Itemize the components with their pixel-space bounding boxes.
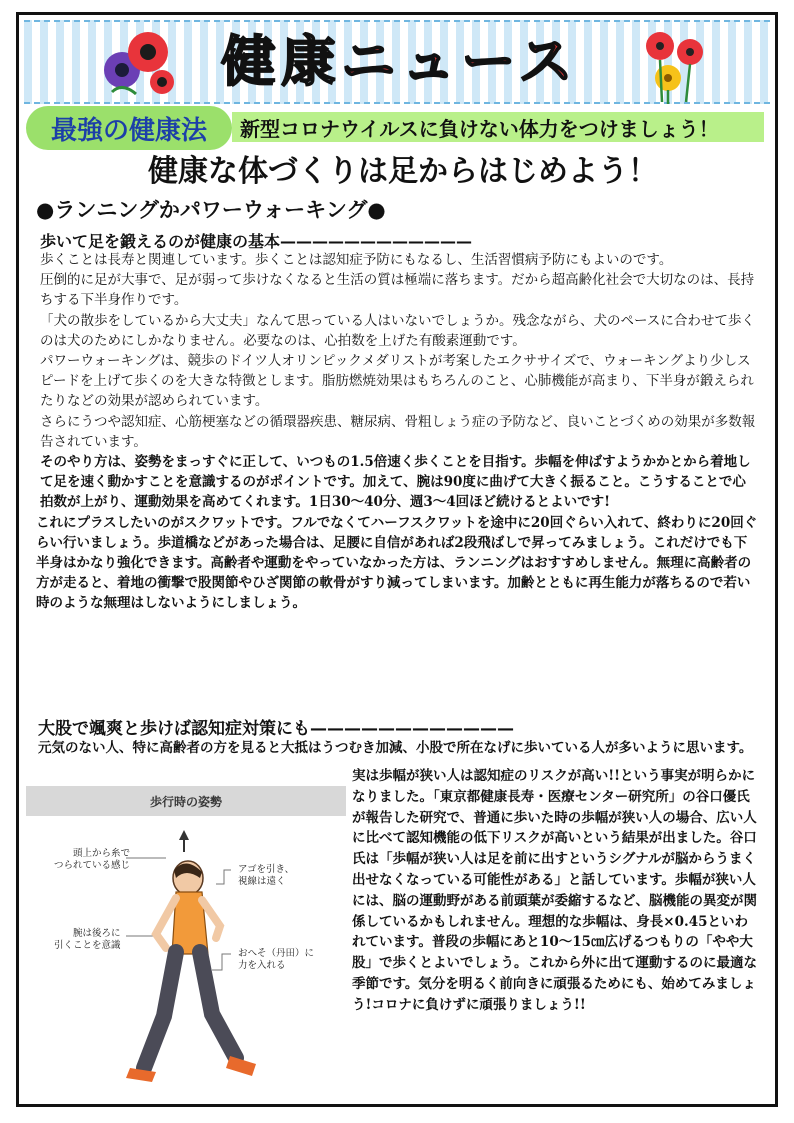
label-head: 頭上から糸で つられている感じ xyxy=(54,848,131,871)
paragraph-squat: これにプラスしたいのがスクワットです。フルでなくてハーフスクワットを途中に20回ぐらい入れて、終わりに20回ぐらい行いましょう。歩道橋などがあった場合は、足腰に自信があれば2段飛ばしで昇ってみましょう。これだけでも下半身はかなり強化できます。高齢者や運動をやっていなかった方は、ランニングはおすすめしません。無理に高齢者の方が走ると、着地の衝撃で股関節やひざ関節の軟骨がすり減ってしまいます。加齢とともに再生能力が落ちるので若い時のような無理はしないようにしましょう。 xyxy=(36,514,758,612)
walking-posture-figure xyxy=(26,786,346,1098)
label-arm: 腕は後ろに 引くことを意識 xyxy=(54,928,121,951)
figure-title: 歩行時の姿勢 xyxy=(26,786,346,816)
title-katakana: ニュース xyxy=(341,29,579,93)
section1-subheading: 歩いて足を鍛えるのが健康の基本———————————— xyxy=(40,232,473,251)
anemone-flowers-left-icon xyxy=(92,22,184,102)
tagline: 新型コロナウイルスに負けない体力をつけましょう！ xyxy=(232,112,764,142)
paragraph: パワーウォーキングは、競歩のドイツ人オリンピックメダリストが考案したエクササイズで、ウォーキングより少しスピードを上げて歩くのを大きな特徴とします。脂肪燃焼効果はもちろんのこと、心肺機能が高まり、下半身が鍛えられたりなどの効果が認められています。 xyxy=(40,353,754,410)
title-kanji: 健康 xyxy=(221,29,342,93)
section2-intro: 元気のない人、特に高齢者の方を見ると大抵はうつむき加減、小股で所在なげに歩いている人が多いように思います。 xyxy=(38,740,753,756)
label-navel: おへそ（丹田）に 力を入れる xyxy=(238,948,315,971)
section2-right-text: 実は歩幅が狭い人は認知症のリスクが高い!!という事実が明らかになりました。「東京都健康長寿・医療センター研究所」の谷口優氏が報告した研究で、普通に歩いた時の歩幅が狭い人の場合、広い人に比べて認知機能の低下リスクが高いという結果が出ました。谷口氏は「歩幅が狭い人は足を前に出すというシグナルが脳からうまく出せなくなっている可能性がある」と話しています。歩幅が狭い人には、脳の運動野がある前頭葉が委縮するなど、脳機能の異変が関係しているかもしれません。理想的な歩幅は、身長×0.45といわれています。普段の歩幅にあと10～15㎝広げるつもりの「やや大股」で歩くとよいでしょう。これから外に出て運動するのに最適な季節です。気分を明るく前向きに頑張るためにも、始めてみましょう!コロナに負けずに頑張りましょう!! xyxy=(352,768,757,1013)
paragraph: 歩くことは長寿と関連しています。歩くことは認知症予防にもなるし、生活習慣病予防にもよいのです。 xyxy=(40,252,673,268)
label-chin: アゴを引き、 視線は遠く xyxy=(238,864,295,887)
category-tag: 最強の健康法 xyxy=(26,106,232,150)
paragraph: 圧倒的に足が大事で、足が弱って歩けなくなると生活の質は極端に落ちます。だから超高齢化社会で大切なのは、長持ちする下半身作りです。 xyxy=(40,272,755,309)
paragraph-method: そのやり方は、姿勢をまっすぐに正して、いつもの1.5倍速く歩くことを目指す。歩幅を伸ばすようかかとから着地して足を速く動かすことを意識するのがポイントです。加えて、腕は90度に曲げて大きく振ること。こうすることで心拍数が上がり、運動効果を高めてくれます。1日30～40分、週3～4回ほど続けるとよいです! xyxy=(40,454,751,511)
section1-body xyxy=(36,250,758,614)
paragraph: 「犬の散歩をしているから大丈夫」なんて思っている人はいないでしょうか。残念ながら、犬のペースに合わせて歩くのは犬のためにしかなりません。必要なのは、心拍数を上げた有酸素運動です。 xyxy=(40,312,755,349)
walking-person-illustration xyxy=(26,786,346,1098)
section1-title: ●ランニングかパワーウォーキング● xyxy=(36,198,386,222)
section2-subheading: 大股で颯爽と歩けば認知症対策にも———————————— xyxy=(38,719,514,739)
main-headline: 健康な体づくりは足からはじめよう！ xyxy=(148,154,658,189)
poppy-flowers-right-icon xyxy=(632,24,712,104)
paragraph: さらにうつや認知症、心筋梗塞などの循環器疾患、糖尿病、骨粗しょう症の予防など、良いことづくめの効果が多数報告されています。 xyxy=(40,413,756,450)
newsletter-title xyxy=(190,24,610,93)
